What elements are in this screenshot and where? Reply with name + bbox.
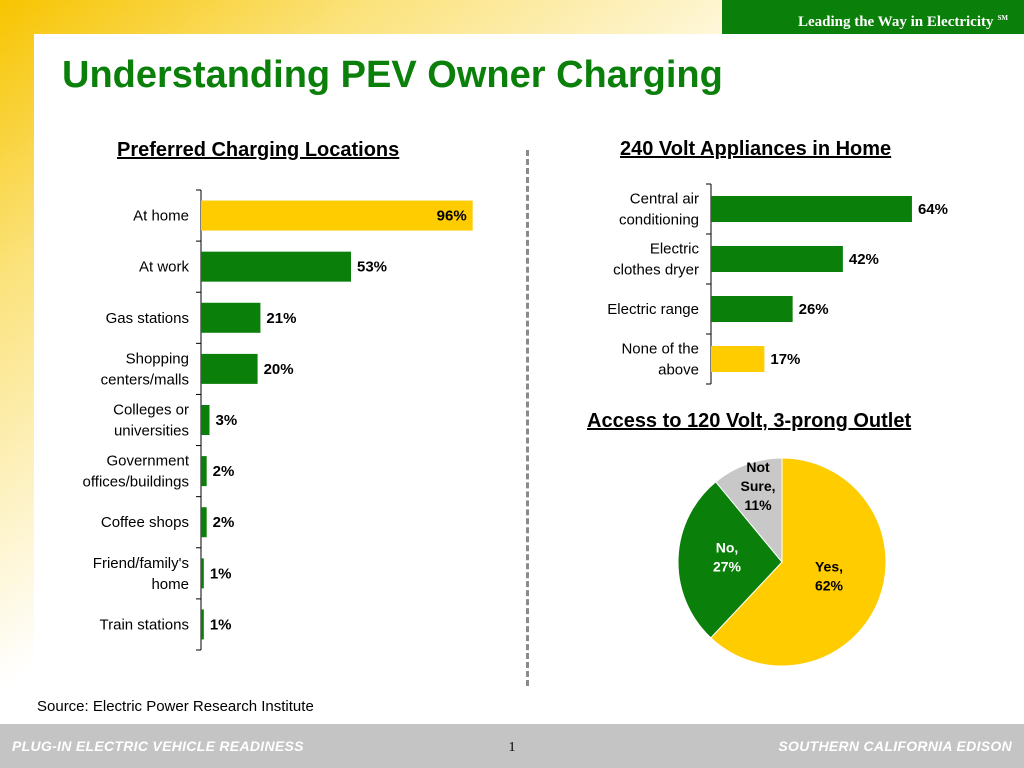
value-label-0: 96% — [436, 207, 467, 225]
service-mark: SM — [997, 14, 1008, 22]
chart-title-120v-outlet: Access to 120 Volt, 3-prong Outlet — [587, 410, 912, 432]
category-label-5: Government offices/buildings — [82, 452, 189, 491]
value-label-0: 64% — [917, 201, 948, 218]
footer-company-name: SOUTHERN CALIFORNIA EDISON — [778, 738, 1012, 754]
value-label-5: 2% — [212, 463, 235, 481]
category-label-1: At work — [138, 258, 189, 276]
bar-4 — [201, 405, 209, 435]
value-label-6: 2% — [212, 514, 235, 532]
pie-label-1: No, 27% — [712, 539, 742, 575]
chart-title-charging-locations: Preferred Charging Locations — [117, 139, 400, 161]
value-label-2: 21% — [266, 309, 297, 327]
category-label-4: Colleges or universities — [113, 401, 189, 440]
page-title: Understanding PEV Owner Charging — [62, 54, 723, 96]
value-label-7: 1% — [209, 565, 232, 583]
bar-6 — [201, 507, 207, 537]
bar-1 — [711, 246, 843, 272]
bar-8 — [201, 609, 204, 639]
bar-chart-0 — [83, 190, 473, 650]
bar-3 — [711, 346, 764, 372]
page-number: 1 — [508, 740, 516, 755]
bar-1 — [201, 252, 351, 282]
category-label-0: Central air conditioning — [618, 190, 699, 229]
category-label-1: Electric clothes dryer — [613, 240, 699, 279]
value-label-3: 20% — [263, 360, 294, 378]
value-label-8: 1% — [209, 616, 232, 634]
brand-tagline: Leading the Way in Electricity ℠ — [722, 0, 1024, 34]
bar-0 — [711, 196, 912, 222]
bar-7 — [201, 558, 204, 588]
value-label-2: 26% — [798, 301, 829, 318]
value-label-1: 42% — [848, 251, 879, 268]
value-label-4: 3% — [215, 412, 238, 429]
pie-label-0: Yes, 62% — [814, 558, 844, 594]
category-label-3: Shopping centers/malls — [100, 350, 189, 389]
bar-3 — [201, 354, 258, 384]
category-label-8: Train stations — [99, 616, 189, 634]
footer-program-name: PLUG-IN ELECTRIC VEHICLE READINESS — [12, 738, 304, 754]
category-label-3: None of the above — [621, 340, 699, 379]
pie-label-2: Not Sure, 11% — [740, 459, 776, 513]
category-label-2: Gas stations — [105, 309, 189, 327]
value-label-3: 17% — [770, 351, 801, 368]
footer-bar — [0, 724, 1024, 768]
bar-chart-1 — [607, 184, 948, 384]
category-label-7: Friend/family's home — [92, 554, 189, 593]
category-label-6: Coffee shops — [100, 514, 189, 532]
value-label-1: 53% — [356, 258, 388, 276]
category-label-2: Electric range — [607, 301, 699, 318]
pie-chart — [678, 458, 886, 666]
bar-5 — [201, 456, 207, 486]
bar-2 — [201, 303, 260, 333]
bar-0 — [201, 201, 473, 231]
source-note: Source: Electric Power Research Institute — [37, 698, 314, 715]
chart-title-240v-appliances: 240 Volt Appliances in Home — [620, 138, 892, 160]
bar-2 — [711, 296, 793, 322]
category-label-0: At home — [133, 207, 189, 225]
